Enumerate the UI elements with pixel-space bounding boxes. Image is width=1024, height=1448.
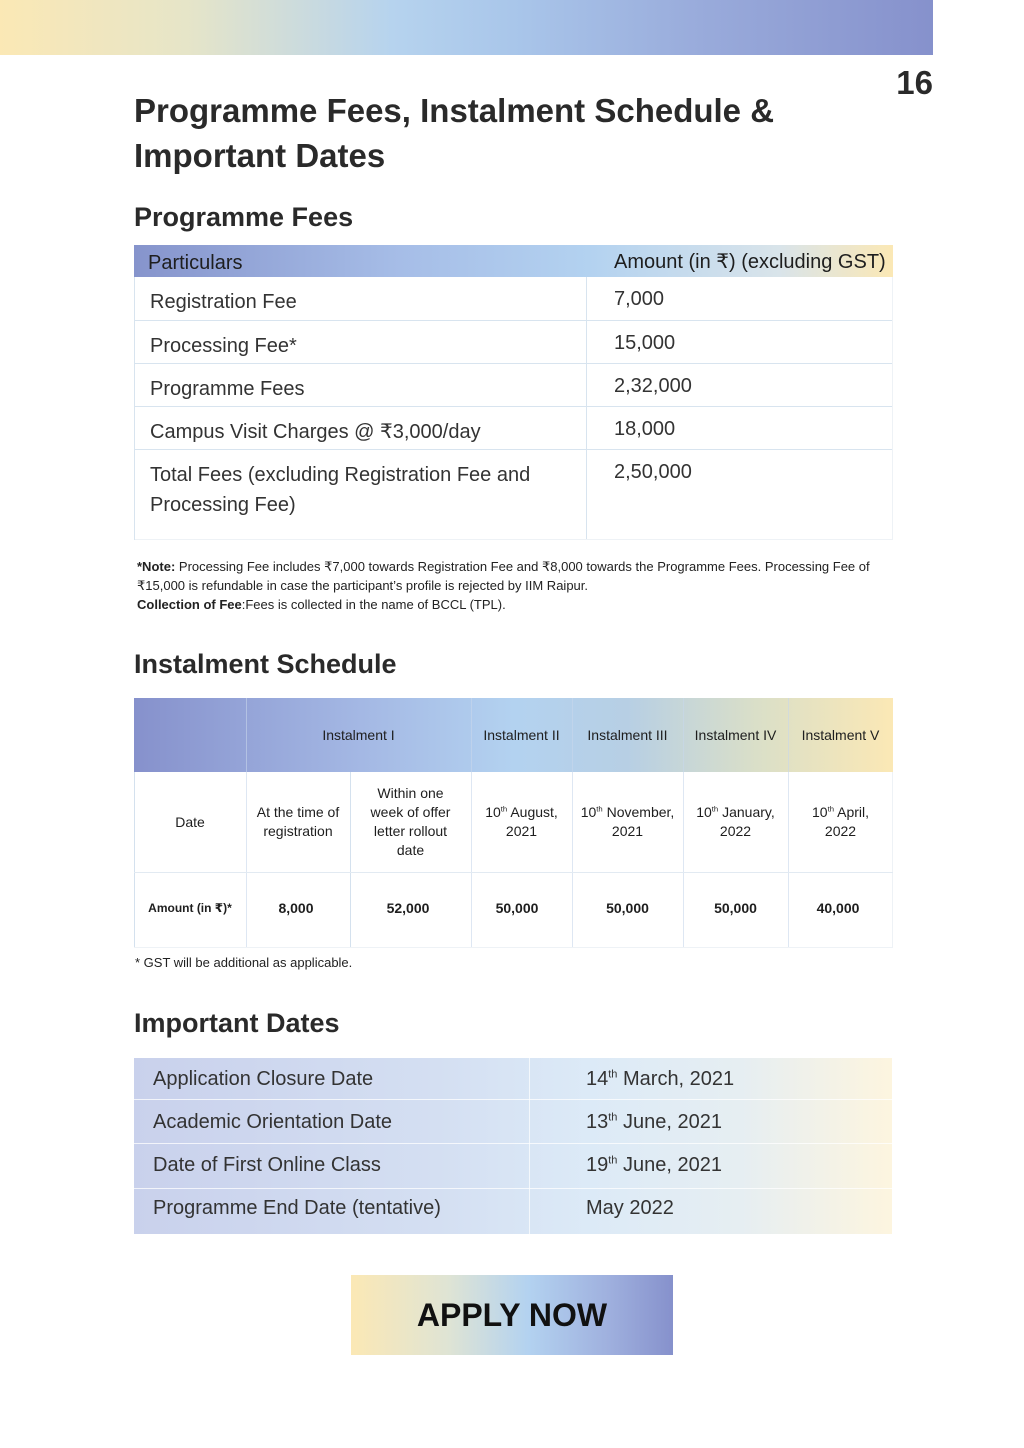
fee-amount: 15,000 — [614, 332, 676, 354]
instalment-date: Within one week of offer letter rollout date — [370, 785, 451, 858]
date-row-label: Date — [175, 813, 205, 830]
note-text: Processing Fee includes ₹7,000 towards Registration Fee and ₹8,000 towards the Programme Fees. Processing Fee of ₹15,000 is refundable in case the participant’s profile is rejected by IIM Raipur. — [137, 559, 870, 593]
gst-note: * GST will be additional as applicable. — [135, 955, 353, 970]
fees-table-header — [134, 245, 893, 277]
apply-now-button[interactable]: APPLY NOW — [351, 1275, 673, 1355]
instalment-date: 10th November, 2021 — [580, 804, 675, 839]
fee-label: Total Fees (excluding Registration Fee and Processing Fee) — [135, 450, 587, 539]
date-value: 19th June, 2021 — [586, 1154, 722, 1176]
fee-amount: 18,000 — [614, 418, 676, 440]
collection-text: :Fees is collected in the name of BCCL (TPL). — [241, 597, 506, 612]
fee-label: Registration Fee — [135, 277, 587, 320]
instalment-header: Instalment IV — [694, 726, 777, 743]
collection-label: Collection of Fee — [137, 597, 242, 612]
col-particulars: Particulars — [148, 251, 243, 274]
table-row — [135, 407, 892, 450]
instalment-amount: 52,000 — [386, 899, 430, 916]
table-row — [135, 364, 892, 407]
table-row — [134, 1187, 892, 1230]
instalment-amount: 50,000 — [495, 899, 539, 916]
table-row — [135, 450, 892, 540]
fee-label: Campus Visit Charges @ ₹3,000/day — [135, 407, 587, 449]
date-value: 13th June, 2021 — [586, 1111, 722, 1133]
fee-label: Processing Fee* — [135, 321, 587, 363]
amount-row-label: Amount (in ₹)* — [148, 900, 232, 915]
important-dates-table — [134, 1058, 892, 1234]
instalment-header: Instalment I — [322, 726, 395, 743]
instalment-date: At the time of registration — [256, 804, 340, 839]
instalment-schedule-heading: Instalment Schedule — [134, 649, 397, 679]
table-row — [134, 1101, 892, 1144]
instalment-header: Instalment III — [587, 726, 668, 743]
fee-amount: 7,000 — [614, 288, 665, 310]
fee-label: Programme Fees — [135, 364, 587, 406]
instalment-header: Instalment V — [801, 726, 880, 743]
date-label: Programme End Date (tentative) — [153, 1197, 441, 1219]
instalment-header: Instalment II — [483, 726, 560, 743]
table-row — [134, 1144, 892, 1187]
table-row — [135, 277, 892, 321]
instalment-amount: 8,000 — [278, 899, 314, 916]
programme-fees-heading: Programme Fees — [134, 202, 354, 232]
instalment-table — [134, 698, 893, 948]
instalment-amount: 50,000 — [606, 899, 649, 916]
page-title: Programme Fees, Instalment Schedule & Important Dates — [134, 92, 775, 174]
fee-amount: 2,50,000 — [614, 461, 692, 483]
date-label: Academic Orientation Date — [153, 1111, 393, 1133]
date-value: May 2022 — [586, 1197, 674, 1219]
fee-amount: 2,32,000 — [614, 375, 692, 397]
note-label: *Note: — [137, 559, 176, 574]
table-row — [135, 321, 892, 364]
fees-note — [137, 557, 897, 614]
important-dates-heading: Important Dates — [134, 1008, 340, 1038]
col-amount: Amount (in ₹) (excluding GST) — [614, 250, 886, 273]
instalment-amount: 40,000 — [816, 899, 860, 916]
instalment-date: 10th April, 2022 — [811, 804, 869, 839]
table-row — [134, 1058, 892, 1101]
date-value: 14th March, 2021 — [586, 1068, 735, 1090]
programme-fees-table — [134, 245, 893, 540]
instalment-date: 10th January, 2022 — [696, 804, 775, 839]
instalment-date: 10th August, 2021 — [485, 804, 558, 839]
page-number: 16 — [896, 64, 933, 101]
date-label: Date of First Online Class — [153, 1154, 381, 1176]
top-gradient-band — [0, 0, 933, 55]
instalment-amount: 50,000 — [714, 899, 757, 916]
date-label: Application Closure Date — [153, 1068, 374, 1090]
